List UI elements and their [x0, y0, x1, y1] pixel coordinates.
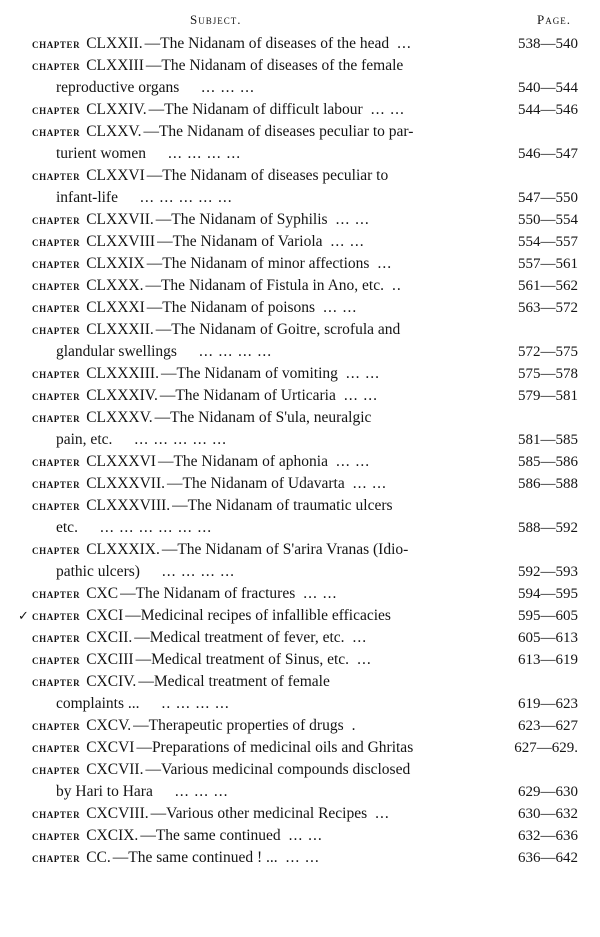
chapter-number: CLXXXI [86, 299, 145, 316]
chapter-title: —Medical treatment of Sinus, etc. [135, 651, 350, 668]
chapter-title: —The Nidanam of diseases peculiar to [146, 167, 389, 184]
chapter-number: CXCII. [86, 629, 133, 646]
leader-dots: ... ... [323, 299, 358, 316]
leader-dots: ... ... ... ... ... [134, 431, 228, 448]
chapter-entry-line [0, 253, 600, 275]
chapter-entry-line [0, 649, 600, 671]
page-range: 636—642 [518, 850, 578, 866]
chapter-label: CHAPTER [32, 62, 81, 72]
page-range: 538—540 [518, 36, 578, 52]
chapter-label: CHAPTER [32, 172, 81, 182]
chapter-title: —The Nidanam of Udavarta [166, 475, 345, 492]
chapter-entry-line [0, 539, 600, 561]
chapter-entry [0, 759, 600, 803]
page-range: 632—636 [518, 828, 578, 844]
page-range: 579—581 [518, 388, 578, 404]
chapter-title: —The Nidanam of minor affections [146, 255, 370, 272]
leader-dots: ... ... [345, 365, 381, 382]
chapter-entry [0, 671, 600, 715]
chapter-entry-continuation [0, 429, 600, 451]
chapter-entry-line [0, 605, 600, 627]
chapter-title: —The Nidanam of aphonia [157, 453, 328, 470]
leader-dots: ... ... [288, 827, 323, 844]
page-range: 619—623 [518, 696, 578, 712]
chapter-number: CLXXIX [86, 255, 145, 272]
page-range: 581—585 [518, 432, 578, 448]
chapter-number: CXC [86, 585, 119, 602]
chapter-entry [0, 209, 600, 231]
chapter-label: CHAPTER [32, 810, 81, 820]
chapter-entry [0, 319, 600, 363]
leader-dots: ... [352, 629, 368, 646]
chapter-title: —Therapeutic properties of drugs [133, 717, 344, 734]
chapter-entry-continuation [0, 341, 600, 363]
chapter-title: —Medical treatment of fever, etc. [134, 629, 345, 646]
chapter-title: —The Nidanam of poisons [146, 299, 316, 316]
chapter-number: CLXXXIX. [86, 541, 160, 558]
leader-dots: .. [391, 277, 402, 294]
chapter-entry-line [0, 209, 600, 231]
chapter-entry [0, 605, 600, 627]
chapter-entry [0, 473, 600, 495]
chapter-number: CLXXXVIII. [86, 497, 171, 514]
chapter-label: CHAPTER [32, 832, 81, 842]
chapter-label: CHAPTER [32, 678, 81, 688]
chapter-entry-line [0, 297, 600, 319]
page-range: 613—619 [518, 652, 578, 668]
chapter-label: CHAPTER [32, 282, 81, 292]
chapter-number: CLXXXV. [86, 409, 153, 426]
chapter-entry-line [0, 627, 600, 649]
chapter-entry-line [0, 583, 600, 605]
page-range: 594—595 [518, 586, 578, 602]
chapter-number: CXCIX. [86, 827, 139, 844]
chapter-entry-line [0, 33, 600, 55]
chapter-entry [0, 583, 600, 605]
page-range: 588—592 [518, 520, 578, 536]
chapter-title-continued: pathic ulcers) [56, 563, 140, 580]
chapter-number: CLXXVI [86, 167, 145, 184]
leader-dots: ... ... [335, 211, 370, 228]
chapter-entry [0, 803, 600, 825]
chapter-label: CHAPTER [32, 238, 81, 248]
chapter-label: CHAPTER [32, 656, 81, 666]
chapter-title: —The Nidanam of diseases of the female [145, 57, 404, 74]
chapter-entry-continuation [0, 781, 600, 803]
chapter-number: CLXXXIII. [86, 365, 159, 382]
chapter-title: —Various medicinal compounds disclosed [145, 761, 411, 778]
chapter-label: CHAPTER [32, 502, 81, 512]
chapter-title: —The Nidanam of diseases of the head [144, 35, 390, 52]
leader-dots: ... ... ... ... ... ... [99, 519, 213, 536]
chapter-entry-line [0, 165, 600, 187]
chapter-number: CC. [86, 849, 111, 866]
page-range: 605—613 [518, 630, 578, 646]
chapter-number: CXCVIII. [86, 805, 149, 822]
chapter-label: CHAPTER [32, 128, 81, 138]
chapter-title: —The Nidanam of Fistula in Ano, etc. [145, 277, 384, 294]
page-range: 540—544 [518, 80, 578, 96]
chapter-entry [0, 385, 600, 407]
chapter-list [0, 33, 600, 869]
chapter-title-continued: glandular swellings [56, 343, 177, 360]
page-range: 595—605 [518, 608, 578, 624]
page-range: 546—547 [518, 146, 578, 162]
chapter-title-continued: turient women [56, 145, 146, 162]
chapter-title: —Medical treatment of female [138, 673, 330, 690]
chapter-label: CHAPTER [32, 854, 81, 864]
chapter-number: CLXXIII [86, 57, 144, 74]
chapter-entry-line [0, 99, 600, 121]
chapter-entry-line [0, 231, 600, 253]
chapter-title-continued: by Hari to Hara [56, 783, 153, 800]
chapter-entry [0, 275, 600, 297]
chapter-label: CHAPTER [32, 392, 81, 402]
leader-dots: ... [375, 805, 390, 822]
chapter-title: —The Nidanam of fractures [120, 585, 296, 602]
leader-dots: ... ... ... [201, 79, 255, 96]
chapter-entry-line [0, 121, 600, 143]
chapter-label: CHAPTER [32, 40, 81, 50]
chapter-number: CLXXXII. [86, 321, 154, 338]
chapter-label: CHAPTER [32, 634, 81, 644]
chapter-title: —Various other medicinal Recipes [150, 805, 368, 822]
chapter-entry-line [0, 55, 600, 77]
chapter-number: CLXXIV. [86, 101, 147, 118]
page-range: 544—546 [518, 102, 578, 118]
page-range: 561—562 [518, 278, 578, 294]
chapter-entry-continuation [0, 517, 600, 539]
chapter-title: —The same continued ! ... [112, 849, 278, 866]
chapter-entry [0, 451, 600, 473]
leader-dots: ... ... [330, 233, 365, 250]
chapter-entry-continuation [0, 561, 600, 583]
chapter-entry [0, 407, 600, 451]
chapter-title: —The Nidanam of difficult labour [148, 101, 363, 118]
margin-mark: ✓ [18, 608, 29, 623]
page-range: 592—593 [518, 564, 578, 580]
page-range: 630—632 [518, 806, 578, 822]
chapter-entry-line [0, 671, 600, 693]
chapter-number: CLXXII. [86, 35, 143, 52]
page-range: 550—554 [518, 212, 578, 228]
chapter-label: CHAPTER [32, 414, 81, 424]
leader-dots: ... ... ... ... [167, 145, 242, 162]
leader-dots: ... ... [335, 453, 371, 470]
chapter-title: —Preparations of medicinal oils and Ghritas [136, 739, 414, 756]
chapter-label: CHAPTER [32, 304, 81, 314]
page-range: 627—629. [514, 740, 578, 756]
chapter-number: CLXXVII. [86, 211, 154, 228]
leader-dots: ... [357, 651, 372, 668]
chapter-title: —The Nidanam of Variola [157, 233, 323, 250]
chapter-number: CLXXV. [86, 123, 142, 140]
chapter-entry [0, 847, 600, 869]
chapter-entry-line [0, 275, 600, 297]
chapter-label: CHAPTER [32, 216, 81, 226]
chapter-entry [0, 737, 600, 759]
chapter-label: CHAPTER [32, 480, 81, 490]
chapter-label: CHAPTER [32, 590, 81, 600]
page-column-header: Page. [537, 12, 571, 27]
chapter-entry-line [0, 451, 600, 473]
chapter-label: CHAPTER [32, 260, 81, 270]
chapter-entry-continuation [0, 693, 600, 715]
chapter-entry-line [0, 363, 600, 385]
chapter-entry [0, 165, 600, 209]
chapter-entry-line [0, 825, 600, 847]
chapter-entry [0, 825, 600, 847]
leader-dots: . [351, 717, 357, 734]
page-range: 585—586 [518, 454, 578, 470]
chapter-number: CXCI [86, 607, 124, 624]
chapter-entry [0, 99, 600, 121]
chapter-number: CLXXX. [86, 277, 144, 294]
leader-dots: ... ... [352, 475, 387, 492]
chapter-number: CLXXXVII. [86, 475, 165, 492]
chapter-entry [0, 231, 600, 253]
chapter-number: CLXXXVI [86, 453, 156, 470]
chapter-entry [0, 33, 600, 55]
page-range: 554—557 [518, 234, 578, 250]
chapter-label: CHAPTER [32, 106, 81, 116]
chapter-entry-line [0, 407, 600, 429]
chapter-title-continued: complaints ... [56, 695, 140, 712]
chapter-number: CXCVI [86, 739, 135, 756]
chapter-entry-line [0, 737, 600, 759]
page-range: 575—578 [518, 366, 578, 382]
leader-dots: ... [397, 35, 412, 52]
chapter-entry [0, 253, 600, 275]
chapter-number: CLXXVIII [86, 233, 156, 250]
chapter-label: CHAPTER [32, 722, 81, 732]
chapter-number: CLXXXIV. [86, 387, 158, 404]
page-range: 629—630 [518, 784, 578, 800]
chapter-title: —The Nidanam of vomiting [160, 365, 338, 382]
chapter-title: —The Nidanam of S'ula, neuralgic [154, 409, 372, 426]
chapter-entry-continuation [0, 143, 600, 165]
leader-dots: ... ... [303, 585, 338, 602]
chapter-title: —The Nidanam of Goitre, scrofula and [155, 321, 401, 338]
leader-dots: .. ... ... ... [161, 695, 230, 712]
leader-dots: ... ... [343, 387, 378, 404]
chapter-title: —The Nidanam of Urticaria [159, 387, 336, 404]
page-range: 547—550 [518, 190, 578, 206]
chapter-title-continued: infant-life [56, 189, 118, 206]
leader-dots: ... ... [285, 849, 320, 866]
chapter-entry-line [0, 495, 600, 517]
leader-dots: ... ... [370, 101, 405, 118]
chapter-entry [0, 363, 600, 385]
chapter-number: CXCIV. [86, 673, 137, 690]
leader-dots: ... ... ... [174, 783, 229, 800]
chapter-title: —The same continued [140, 827, 281, 844]
chapter-title: —The Nidanam of Syphilis [155, 211, 328, 228]
leader-dots: ... ... ... ... [161, 563, 236, 580]
chapter-entry [0, 627, 600, 649]
chapter-entry-line [0, 759, 600, 781]
chapter-label: CHAPTER [32, 458, 81, 468]
chapter-entry [0, 649, 600, 671]
chapter-label: CHAPTER [32, 546, 81, 556]
chapter-entry [0, 297, 600, 319]
chapter-number: CXCVII. [86, 761, 144, 778]
chapter-title: —The Nidanam of S'arira Vranas (Idio- [161, 541, 409, 558]
chapter-entry [0, 121, 600, 165]
chapter-label: CHAPTER [32, 612, 81, 622]
chapter-title-continued: reproductive organs [56, 79, 180, 96]
chapter-title: —The Nidanam of traumatic ulcers [172, 497, 393, 514]
chapter-entry-continuation [0, 187, 600, 209]
leader-dots: ... ... ... ... [198, 343, 273, 360]
chapter-entry [0, 55, 600, 99]
chapter-title-continued: etc. [56, 519, 78, 536]
page-range: 586—588 [518, 476, 578, 492]
chapter-label: CHAPTER [32, 326, 81, 336]
chapter-entry [0, 539, 600, 583]
chapter-number: CXCIII [86, 651, 134, 668]
chapter-label: CHAPTER [32, 766, 81, 776]
chapter-entry-continuation [0, 77, 600, 99]
chapter-title: —The Nidanam of diseases peculiar to par- [143, 123, 414, 140]
chapter-entry-line [0, 473, 600, 495]
chapter-entry-line [0, 803, 600, 825]
chapter-entry [0, 495, 600, 539]
chapter-entry-line [0, 847, 600, 869]
chapter-entry-line [0, 319, 600, 341]
chapter-entry [0, 715, 600, 737]
chapter-entry-line [0, 715, 600, 737]
chapter-title: —Medicinal recipes of infallible efficacies [125, 607, 391, 624]
page-range: 557—561 [518, 256, 578, 272]
chapter-title-continued: pain, etc. [56, 431, 113, 448]
page-range: 623—627 [518, 718, 578, 734]
leader-dots: ... [377, 255, 393, 272]
leader-dots: ... ... ... ... ... [139, 189, 233, 206]
page-range: 563—572 [518, 300, 578, 316]
subject-column-header: Subject. [190, 12, 242, 27]
chapter-label: CHAPTER [32, 744, 81, 754]
chapter-entry-line [0, 385, 600, 407]
chapter-number: CXCV. [86, 717, 132, 734]
page-range: 572—575 [518, 344, 578, 360]
chapter-label: CHAPTER [32, 370, 81, 380]
